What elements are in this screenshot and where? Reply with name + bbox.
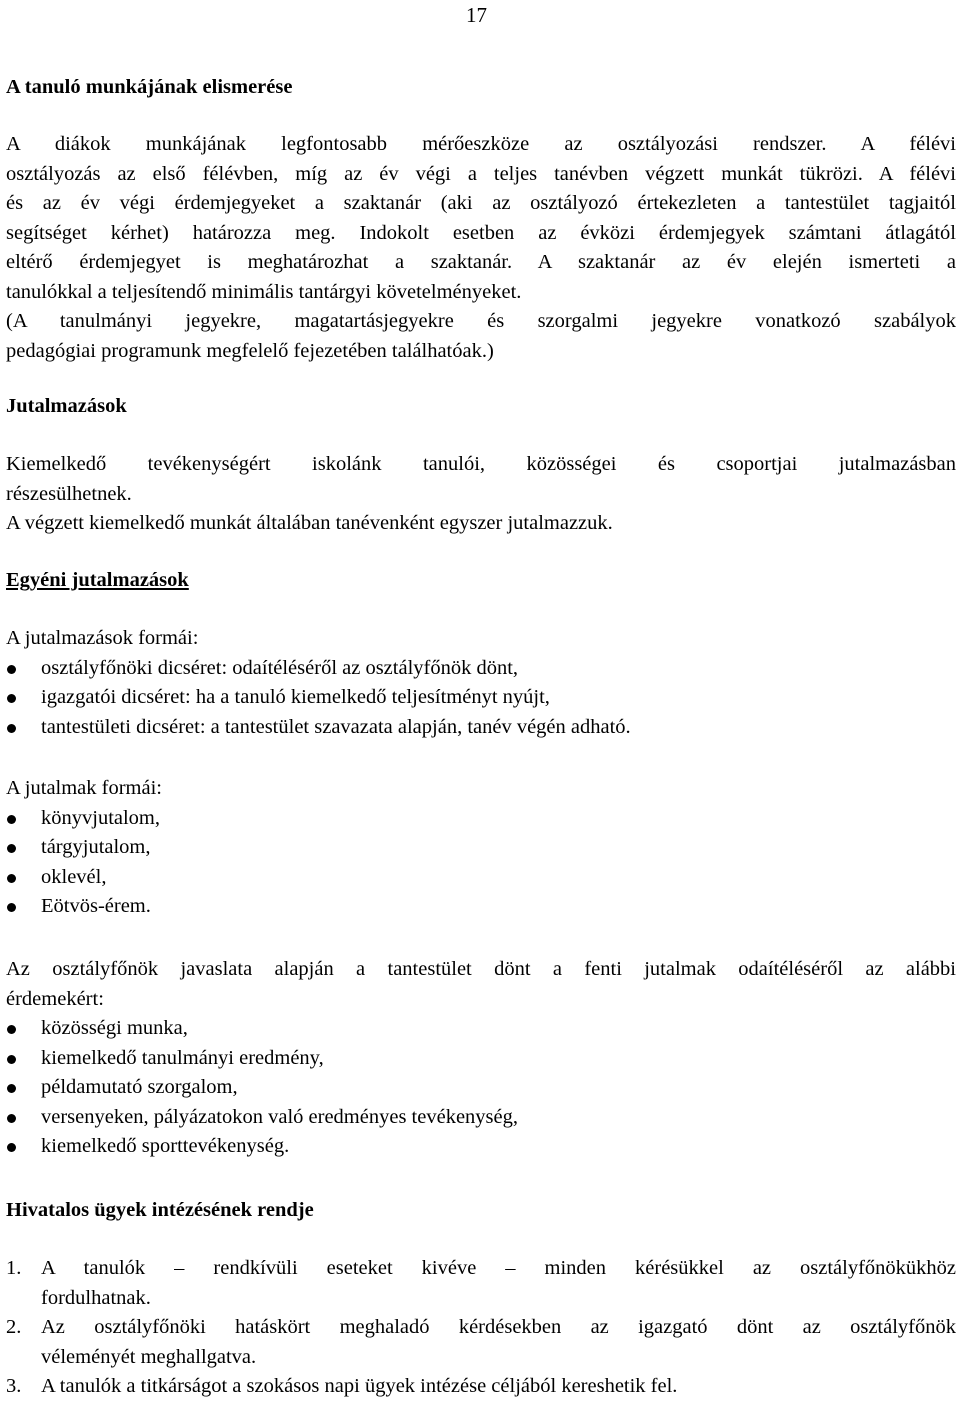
text-line: tanulókkal a teljesítendő minimális tantárgyi követelményeket. bbox=[6, 280, 522, 303]
rewards-block bbox=[6, 774, 956, 922]
section-title bbox=[6, 392, 956, 422]
list-item: tantestületi dicséret: a tantestület szavazata alapján, tanév végén adható. bbox=[6, 713, 956, 743]
text-line: A tanulók a titkárságot a szokásos napi ügyek intézése céljából kereshetik fel. bbox=[41, 1375, 678, 1397]
list-item: versenyeken, pályázatokon való eredményes tevékenység, bbox=[6, 1103, 956, 1133]
list-item: osztályfőnöki dicséret: odaítéléséről az osztályfőnök dönt, bbox=[6, 654, 956, 684]
heading-hivatalos-ugyek: Hivatalos ügyek intézésének rendje bbox=[6, 1199, 314, 1221]
numbered-item bbox=[6, 1254, 956, 1313]
item-number: 2. bbox=[6, 1316, 22, 1338]
numbered-item bbox=[6, 1372, 956, 1402]
numbered-list bbox=[6, 1254, 956, 1402]
forms-block bbox=[6, 624, 956, 742]
list-item: könyvjutalom, bbox=[6, 804, 956, 834]
text-line: Az osztályfőnök javaslata alapján a tantestület dönt a fenti jutalmak odaítéléséről az alábbi bbox=[6, 958, 956, 980]
text-line: részesülhetnek. bbox=[6, 482, 132, 505]
text-line: eltérő érdemjegyet is meghatározhat a szaktanár. A szaktanár az év elején ismerteti a bbox=[6, 251, 956, 273]
text-line: osztályozás az első félévben, míg az év végi a teljes tanévben végzett munkát tükrözi. A félévi bbox=[6, 162, 956, 185]
text-line: Az osztályfőnöki hatáskört meghaladó kérdésekben az igazgató dönt az osztályfőnök bbox=[41, 1316, 956, 1338]
list-item: oklevél, bbox=[6, 863, 956, 893]
text-line: A tanulók – rendkívüli eseteket kivéve – minden kérésükkel az osztályfőnökükhöz bbox=[41, 1257, 956, 1279]
merits-block bbox=[6, 955, 956, 1162]
paragraph-grading bbox=[6, 130, 956, 366]
section-title bbox=[6, 1196, 956, 1226]
list-item: Eötvös-érem. bbox=[6, 892, 956, 922]
text-line: és az év végi érdemjegyeket a szaktanár (aki az osztályozó értekezleten a tantestület tagjaitól bbox=[6, 192, 956, 214]
page-number: 17 bbox=[466, 3, 487, 27]
list-item: kiemelkedő tanulmányi eredmény, bbox=[6, 1044, 956, 1074]
text-line: A végzett kiemelkedő munkát általában tanévenként egyszer jutalmazzuk. bbox=[6, 512, 613, 534]
list-item: kiemelkedő sporttevékenység. bbox=[6, 1132, 956, 1162]
rewards-list bbox=[6, 804, 956, 922]
text-line: segítséget kérhet) határozza meg. Indokolt esetben az évközi érdemjegyek számtani átlagától bbox=[6, 221, 956, 244]
text-line: pedagógiai programunk megfelelő fejezetében találhatóak.) bbox=[6, 339, 494, 362]
item-number: 1. bbox=[6, 1257, 22, 1279]
numbered-item bbox=[6, 1313, 956, 1372]
paragraph-rewards bbox=[6, 450, 956, 539]
text-line: fordulhatnak. bbox=[41, 1286, 151, 1309]
text-line: érdemekért: bbox=[6, 987, 104, 1010]
forms-label: A jutalmazások formái: bbox=[6, 627, 199, 649]
text-line: (A tanulmányi jegyekre, magatartásjegyekre és szorgalmi jegyekre vonatkozó szabályok bbox=[6, 310, 956, 332]
merits-list bbox=[6, 1014, 956, 1162]
text-line: Kiemelkedő tevékenységért iskolánk tanulói, közösségei és csoportjai jutalmazásban bbox=[6, 453, 956, 475]
list-item: igazgatói dicséret: ha a tanuló kiemelkedő teljesítményt nyújt, bbox=[6, 683, 956, 713]
item-number: 3. bbox=[6, 1375, 22, 1397]
heading-egyeni-jutalmazasok: Egyéni jutalmazások bbox=[6, 569, 189, 591]
rewards-label: A jutalmak formái: bbox=[6, 777, 162, 799]
heading-jutalmazasok: Jutalmazások bbox=[6, 395, 127, 417]
text-line: véleményét meghallgatva. bbox=[41, 1345, 257, 1368]
section-title bbox=[6, 566, 956, 596]
procedures-list bbox=[6, 1254, 956, 1402]
heading-tanulo-munkajanak-elismerese: A tanuló munkájának elismerése bbox=[6, 76, 293, 98]
forms-list bbox=[6, 654, 956, 743]
section-title bbox=[6, 73, 956, 103]
list-item: közösségi munka, bbox=[6, 1014, 956, 1044]
list-item: tárgyjutalom, bbox=[6, 833, 956, 863]
list-item: példamutató szorgalom, bbox=[6, 1073, 956, 1103]
text-line: A diákok munkájának legfontosabb mérőeszköze az osztályozási rendszer. A félévi bbox=[6, 133, 956, 155]
